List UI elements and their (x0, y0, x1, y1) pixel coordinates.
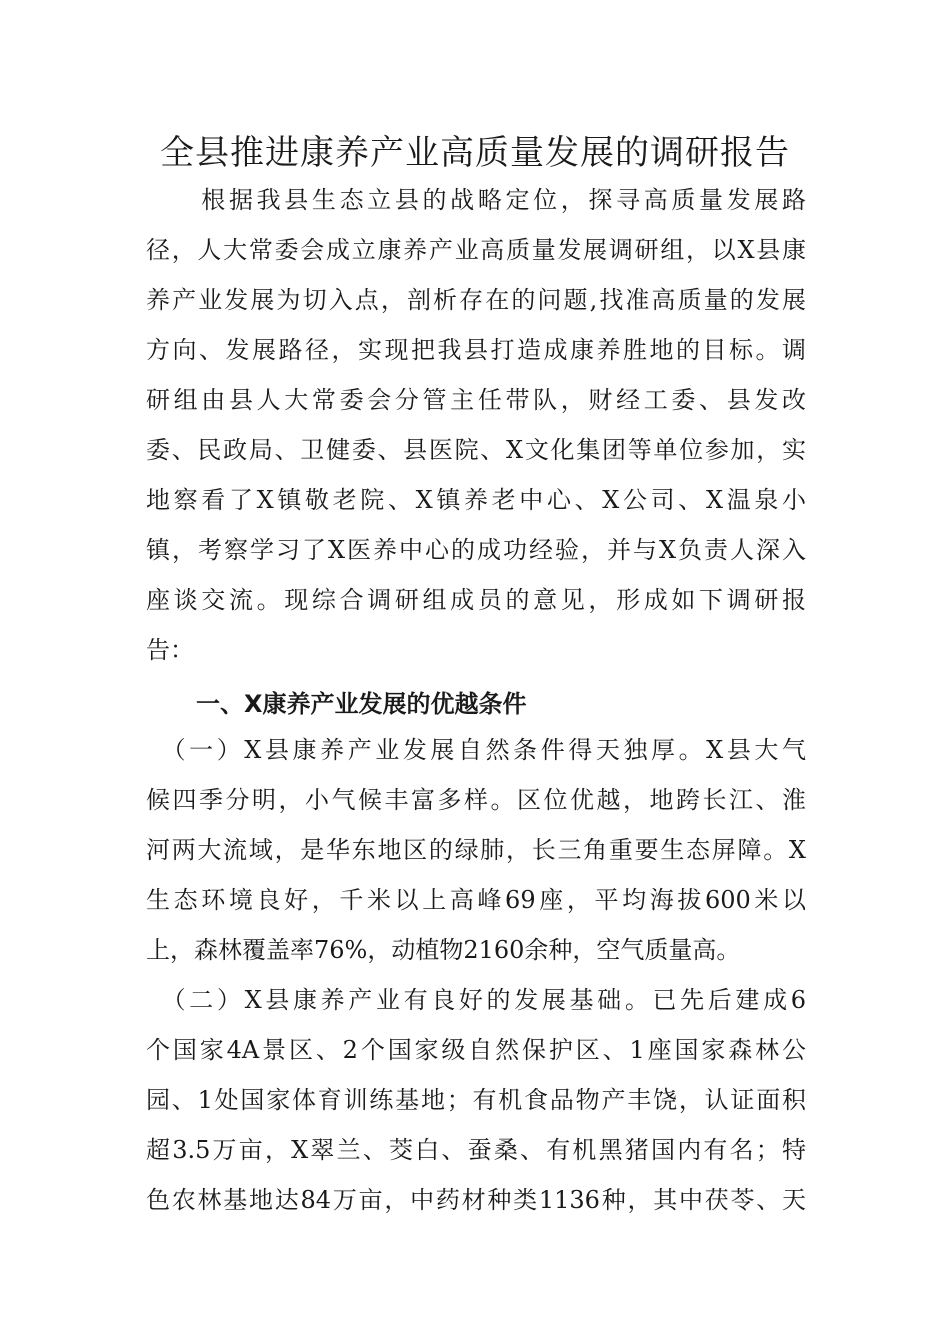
paragraph-line: 色农林基地达84万亩，中药材种类1136种，其中茯苓、天 (146, 1186, 806, 1214)
section-heading: 一、X康养产业发展的优越条件 (196, 690, 527, 718)
paragraph-line: 生态环境良好，千米以上高峰69座，平均海拔600米以 (146, 886, 806, 914)
paragraph-line: （一）X县康养产业发展自然条件得天独厚。X县大气 (146, 736, 806, 764)
paragraph-line: 上，森林覆盖率76%，动植物2160余种，空气质量高。 (146, 936, 741, 964)
document-title: 全县推进康养产业高质量发展的调研报告 (160, 133, 790, 173)
paragraph-line: 超3.5万亩，X翠兰、茭白、蚕桑、有机黑猪国内有名；特 (146, 1136, 806, 1164)
intro-line: 方向、发展路径，实现把我县打造成康养胜地的目标。调 (146, 336, 806, 364)
paragraph-line: （二）X县康养产业有良好的发展基础。已先后建成6 (146, 986, 806, 1014)
paragraph-line: 园、1处国家体育训练基地；有机食品物产丰饶，认证面积 (146, 1086, 806, 1114)
intro-line: 根据我县生态立县的战略定位，探寻高质量发展路 (146, 186, 806, 214)
intro-line: 告： (146, 636, 194, 664)
intro-line: 座谈交流。现综合调研组成员的意见，形成如下调研报 (146, 586, 806, 614)
paragraph-line: 候四季分明，小气候丰富多样。区位优越，地跨长江、淮 (146, 786, 806, 814)
intro-line: 研组由县人大常委会分管主任带队，财经工委、县发改 (146, 386, 806, 414)
intro-line: 养产业发展为切入点，剖析存在的问题,找准高质量的发展 (146, 286, 806, 314)
intro-line: 镇，考察学习了X医养中心的成功经验，并与X负责人深入 (146, 536, 806, 564)
paragraph-line: 个国家4A景区、2个国家级自然保护区、1座国家森林公 (146, 1036, 806, 1064)
paragraph-line: 河两大流域，是华东地区的绿肺，长三角重要生态屏障。X (146, 836, 806, 864)
intro-line: 径，人大常委会成立康养产业高质量发展调研组，以X县康 (146, 236, 806, 264)
intro-line: 委、民政局、卫健委、县医院、X文化集团等单位参加，实 (146, 436, 806, 464)
intro-line: 地察看了X镇敬老院、X镇养老中心、X公司、X温泉小 (146, 486, 806, 514)
